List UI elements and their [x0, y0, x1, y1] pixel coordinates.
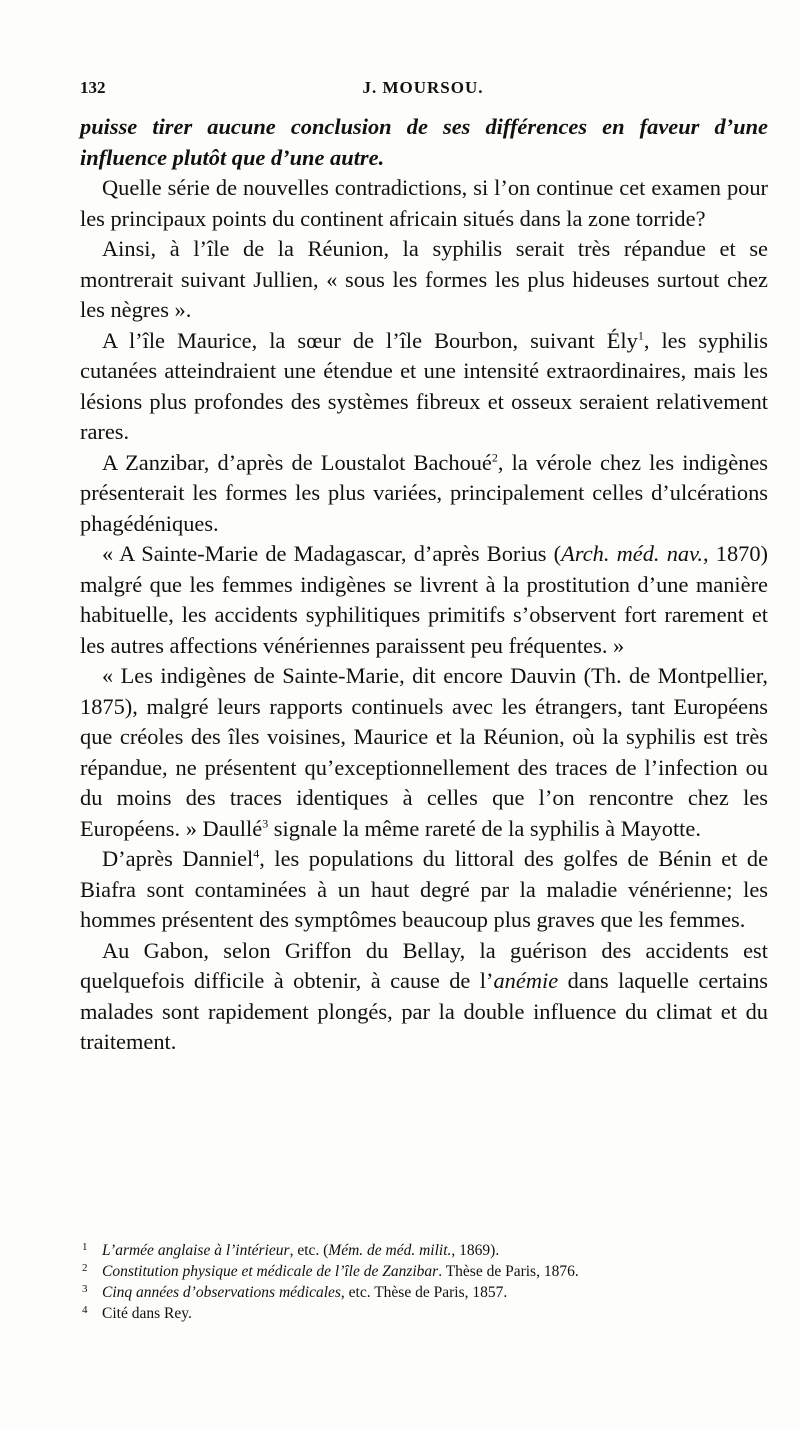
footnote-text: Constitution physique et médicale de l’île de Zanzibar. Thèse de Paris, 1876. [102, 1263, 579, 1280]
footnote [80, 1240, 768, 1261]
footnote [80, 1303, 768, 1324]
paragraph: D’après Danniel$^4$, les populations du littoral des golfes de Bénin et de Biafra sont contaminées à un haut degré par la maladie vénérienne; les hommes présentent des symptômes beaucoup plus graves que les femmes. [80, 846, 769, 932]
footnote-mark: 1 [82, 1241, 88, 1253]
paragraph: « A Sainte-Marie de Madagascar, d’après Borius (Arch. méd. nav., 1870) malgré que les femmes indigènes se livrent à la prostitution d’une manière habituelle, les accidents syphilitiques primitifs s’observent fort rarement et les autres affections vénériennes paraissent peu fréquentes. » [80, 541, 768, 658]
paragraph: puisse tirer aucune conclusion de ses différences en faveur d’une influence plutôt que d’une autre. [80, 114, 768, 170]
body-text [80, 112, 768, 1058]
page-header [80, 78, 766, 104]
footnote-text: Cinq années d’observations médicales, etc. Thèse de Paris, 1857. [102, 1284, 508, 1301]
footnote-mark: 2 [82, 1262, 88, 1274]
footnote-mark: 3 [82, 1283, 88, 1295]
footnote [80, 1282, 768, 1303]
footnotes [80, 1240, 768, 1324]
footnote [80, 1261, 768, 1282]
footnote-text: Cité dans Rey. [102, 1305, 192, 1322]
footnote-mark: 4 [82, 1304, 88, 1316]
paragraph: « Les indigènes de Sainte-Marie, dit encore Dauvin (Th. de Montpellier, 1875), malgré leurs rapports continuels avec les étrangers, tant Européens que créoles des îles voisines, Maurice et la Réunion, où la syphilis est très répandue, ne présentent qu’exceptionnellement des traces de l’infection ou du moins des traces identiques à celles que l’on rencontre chez les Européens. » Daullé$^3$ signale la même rareté de la syphilis à Mayotte. [80, 663, 768, 841]
paragraph: A l’île Maurice, la sœur de l’île Bourbon, suivant Ély$^1$, les syphilis cutanées atteindraient une étendue et une intensité extraordinaires, mais les lésions plus profondes des systèmes fibreux et osseux seraient relativement rares. [80, 327, 768, 444]
paragraph: A Zanzibar, d’après de Loustalot Bachoué$^2$, la vérole chez les indigènes présenterait les formes les plus variées, principalement celles d’ulcérations phagédéniques. [80, 449, 769, 536]
paragraph: Quelle série de nouvelles contradictions, si l’on continue cet examen pour les principaux points du continent africain situés dans la zone torride? [80, 175, 768, 231]
running-title: J. MOURSOU. [362, 78, 484, 97]
page-number: 132 [80, 78, 106, 97]
footnote-text: L’armée anglaise à l’intérieur, etc. (Mém. de méd. milit., 1869). [102, 1242, 500, 1259]
paragraph: Ainsi, à l’île de la Réunion, la syphilis serait très répandue et se montrerait suivant Jullien, « sous les formes les plus hideuses surtout chez les nègres ». [80, 236, 768, 322]
paragraph: Au Gabon, selon Griffon du Bellay, la guérison des accidents est quelquefois difficile à obtenir, à cause de l’anémie dans laquelle certains malades sont rapidement plongés, par la double influence du climat et du traitement. [80, 937, 768, 1054]
